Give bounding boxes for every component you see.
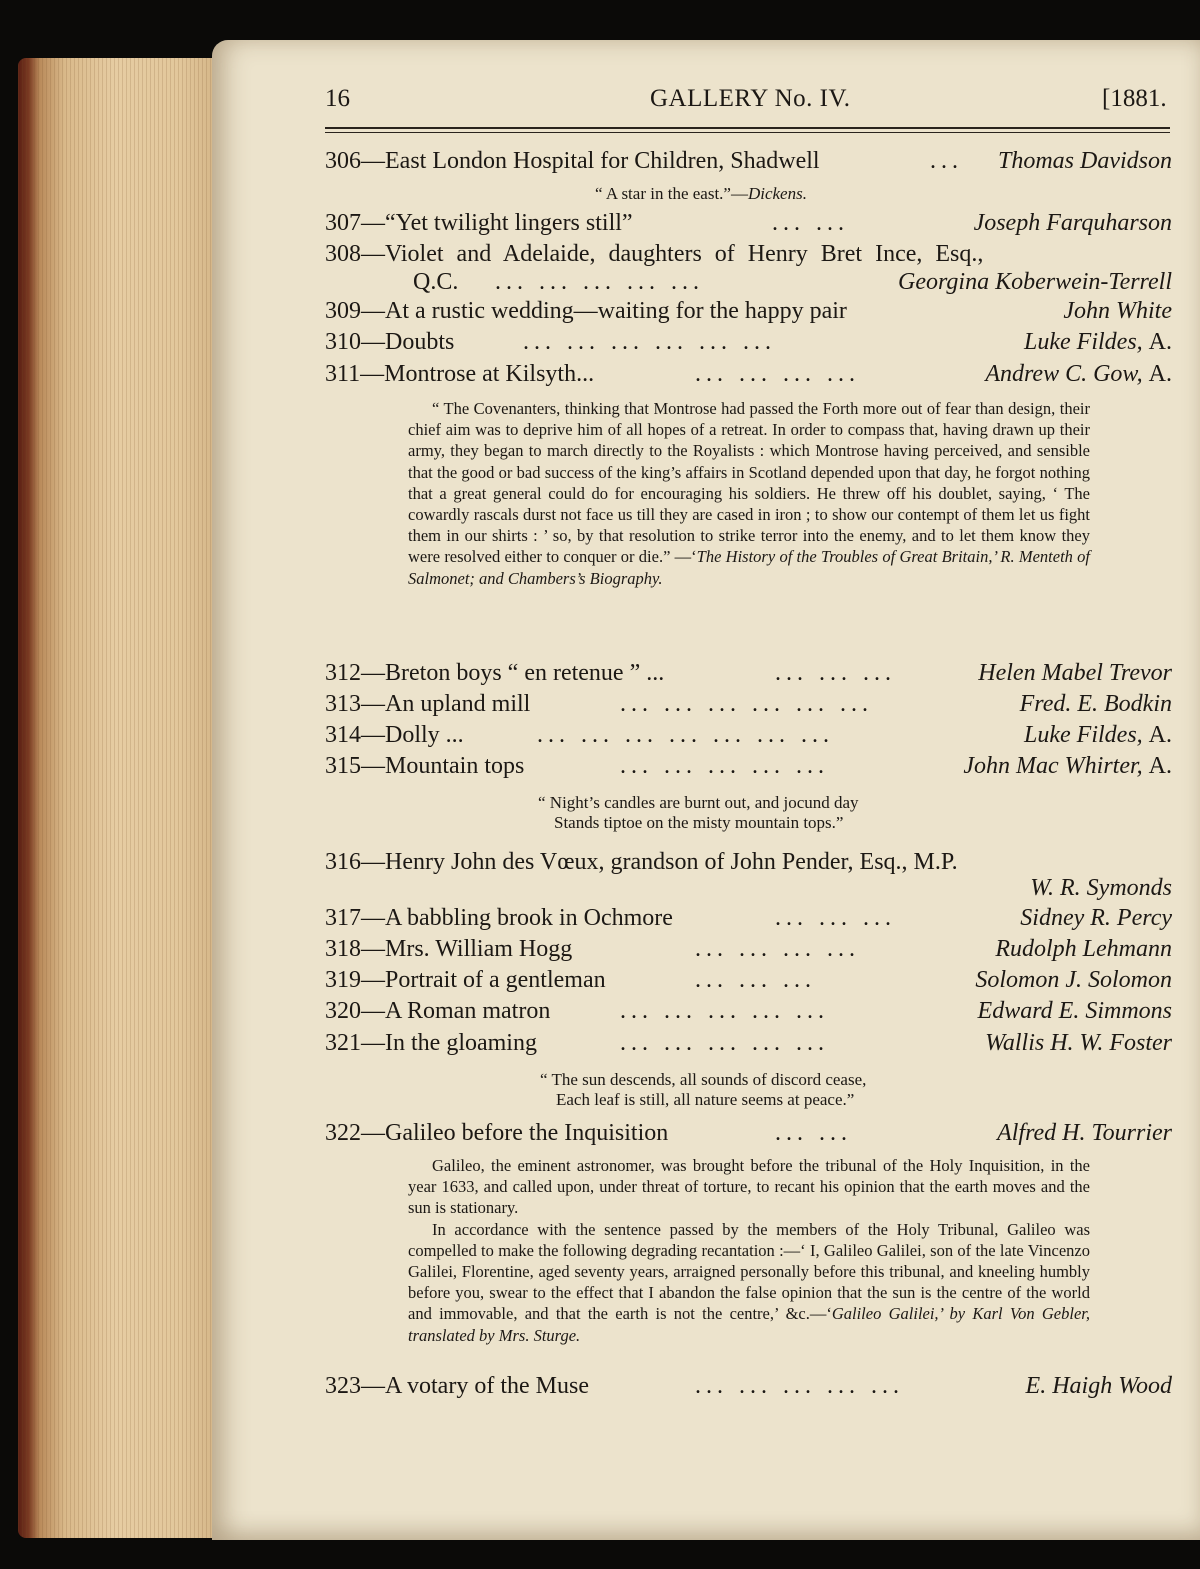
quote-306: “ A star in the east.”—Dickens.	[595, 184, 807, 203]
note-322: Galileo, the eminent astronomer, was brought before the tribunal of the Holy Inquisition, in the year 1633, and called upon, under threat of torture, to recant his opinion that the earth moves and the sun is stationary. In accordance with the sentence passed by the members of the Holy Tribunal, Galileo was compelled to make the following degrading recantation :—‘ I, Galileo Galilei, son of the late Vincenzo Galilei, Florentine, aged seventy years, arraigned personally before this tribunal, and kneeling humbly before you, swear to the effect that I abandon the false opinion that the sun is the centre of the world and immovable, and that the earth is not the centre,’ &c.—‘Galileo Galilei,’ by Karl Von Gebler, translated by Mrs. Sturge.	[408, 1156, 1091, 1345]
gallery-title: GALLERY No. IV.	[650, 85, 851, 112]
book-page-edges	[18, 58, 233, 1538]
page-number: 16	[325, 85, 350, 112]
year-marker: [1881.	[1102, 85, 1167, 112]
quote-321: “ The sun descends, all sounds of discord cease, Each leaf is still, all nature seems at peace.”	[540, 1070, 867, 1109]
note-311: “ The Covenanters, thinking that Montrose had passed the Forth more out of fear than design, their chief aim was to deprive him of all hopes of a retreat. In order to compass that, having drawn up their army, they began to march directly to the Royalists : which Montrose having perceived, and sensible that the good or bad success of the king’s affairs in Scotland depended upon that day, he forgot nothing that a great general could do for encouraging his soldiers. He threw off his doublet, saying, ‘ The cowardly rascals durst not face us till they are cased in iron ; to show our contempt of them let us fight them in our shirts : ’ so, by that resolution to strike terror into the enemy, and to let them know they were resolved either to conquer or die.” —‘The History of the Troubles of Great Britain,’ R. Menteth of Salmonet; and Chambers’s Biography.	[408, 399, 1091, 588]
header-rule	[325, 127, 1170, 129]
header-rule-thin	[325, 132, 1170, 133]
quote-315: “ Night’s candles are burnt out, and jocund day Stands tiptoe on the misty mountain tops.”	[538, 793, 859, 832]
